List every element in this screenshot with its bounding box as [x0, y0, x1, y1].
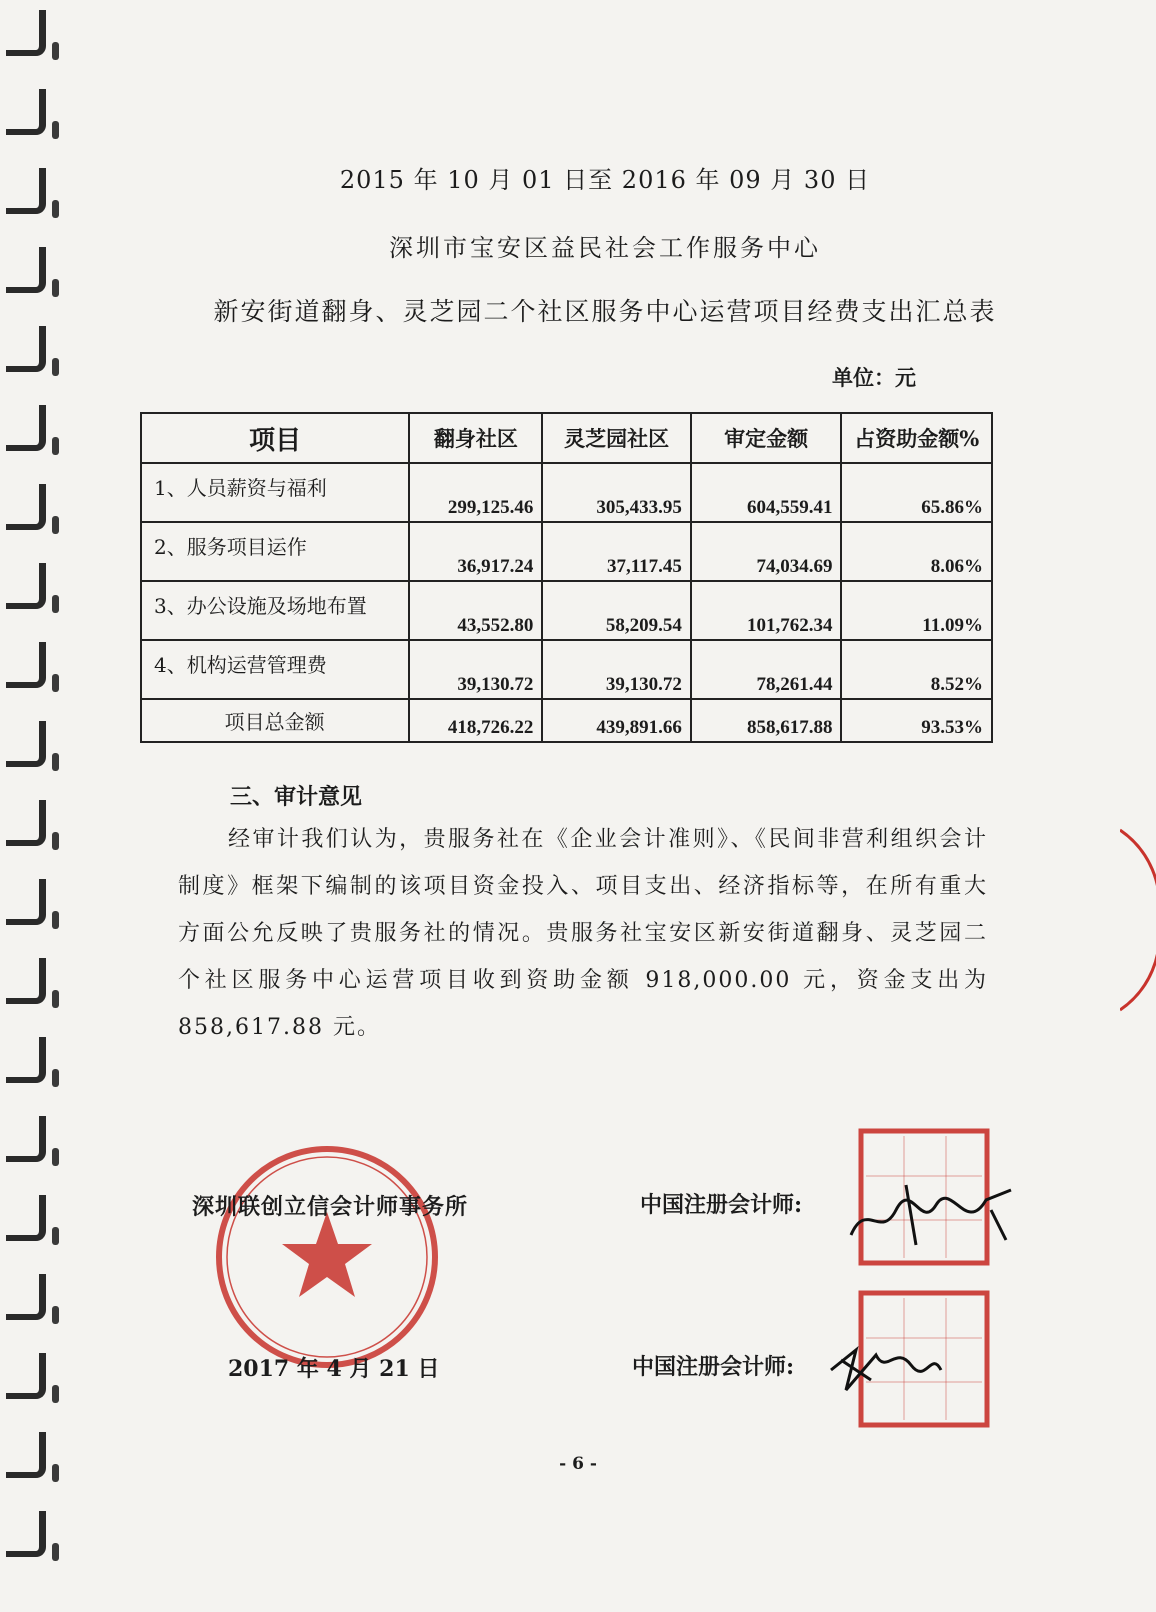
page-number: - 6 - — [559, 1454, 597, 1474]
audit-opinion-paragraph: 经审计我们认为，贵服务社在《企业会计准则》、《民间非营利组织会计制度》框架下编制的该项目资金投入、项目支出、经济指标等，在所有重大方面公允反映了贵服务社的情况。贵服务社宝安区新安街道翻身、灵芝园二个社区服务中心运营项目收到资助金额 918,000.00 元，资金支出为 858,617.88 元。 — [178, 827, 988, 1040]
row-percent: 8.52% — [841, 640, 992, 699]
binding-ring — [6, 642, 46, 688]
binding-ring — [6, 1274, 46, 1320]
binding-hole — [52, 200, 59, 218]
binding-hole — [52, 1227, 59, 1245]
header-lingzhiyuan: 灵芝园社区 — [542, 413, 690, 463]
table-row — [141, 581, 992, 640]
binding-hole — [52, 1069, 59, 1087]
row-item: 2、服务项目运作 — [141, 522, 409, 581]
binding-ring — [6, 958, 46, 1004]
row-approved: 74,034.69 — [691, 522, 842, 581]
binding-hole — [52, 753, 59, 771]
row-approved: 101,762.34 — [691, 581, 842, 640]
total-fanshen: 418,726.22 — [409, 699, 542, 742]
date-range: 2015 年 10 月 01 日至 2016 年 09 月 30 日 — [339, 166, 871, 194]
binding-ring — [6, 1116, 46, 1162]
binding-hole — [52, 1543, 59, 1561]
binding-hole — [52, 990, 59, 1008]
organization-name: 深圳市宝安区益民社会工作服务中心 — [389, 234, 821, 262]
binding-ring — [6, 1353, 46, 1399]
unit-label: 单位：元 — [832, 365, 916, 390]
cpa-signature-first — [846, 1180, 1016, 1250]
binding-ring — [6, 484, 46, 530]
total-percent: 93.53% — [841, 699, 992, 742]
total-lingzhiyuan: 439,891.66 — [542, 699, 690, 742]
row-percent: 65.86% — [841, 463, 992, 522]
binding-hole — [52, 358, 59, 376]
audit-firm-name: 深圳联创立信会计师事务所 — [192, 1194, 469, 1220]
table-total-row — [141, 699, 992, 742]
signing-date: 2017 年 4 月 21 日 — [228, 1356, 440, 1382]
row-lingzhiyuan: 305,433.95 — [542, 463, 690, 522]
binding-hole — [52, 279, 59, 297]
cpa-label-first: 中国注册会计师: — [640, 1192, 803, 1218]
binding-ring — [6, 1037, 46, 1083]
row-approved: 78,261.44 — [691, 640, 842, 699]
binding-hole — [52, 121, 59, 139]
binding-ring — [6, 326, 46, 372]
binding-ring — [6, 721, 46, 767]
row-approved: 604,559.41 — [691, 463, 842, 522]
binding-hole — [52, 516, 59, 534]
table-row — [141, 522, 992, 581]
report-title: 新安街道翻身、灵芝园二个社区服务中心运营项目经费支出汇总表 — [213, 297, 997, 326]
table-row — [141, 463, 992, 522]
binding-hole — [52, 1148, 59, 1166]
spiral-binding — [0, 0, 70, 1612]
binding-ring — [6, 168, 46, 214]
total-label: 项目总金额 — [141, 699, 409, 742]
row-fanshen: 39,130.72 — [409, 640, 542, 699]
cpa-signature-second — [826, 1330, 946, 1400]
row-item: 3、办公设施及场地布置 — [141, 581, 409, 640]
table-row — [141, 640, 992, 699]
row-fanshen: 36,917.24 — [409, 522, 542, 581]
binding-ring — [6, 879, 46, 925]
binding-ring — [6, 89, 46, 135]
binding-hole — [52, 911, 59, 929]
binding-hole — [52, 674, 59, 692]
row-fanshen: 299,125.46 — [409, 463, 542, 522]
row-percent: 11.09% — [841, 581, 992, 640]
binding-ring — [6, 563, 46, 609]
binding-hole — [52, 595, 59, 613]
binding-ring — [6, 1511, 46, 1557]
row-item: 4、机构运营管理费 — [141, 640, 409, 699]
row-lingzhiyuan: 37,117.45 — [542, 522, 690, 581]
binding-hole — [52, 1385, 59, 1403]
cpa-label-second: 中国注册会计师: — [632, 1354, 795, 1380]
row-percent: 8.06% — [841, 522, 992, 581]
total-approved: 858,617.88 — [691, 699, 842, 742]
binding-hole — [52, 437, 59, 455]
edge-seal-fragment — [1120, 820, 1156, 1020]
firm-seal-stamp — [212, 1142, 442, 1372]
expense-summary-table — [140, 412, 993, 743]
binding-ring — [6, 800, 46, 846]
header-percent: 占资助金额% — [841, 413, 992, 463]
binding-hole — [52, 42, 59, 60]
binding-ring — [6, 1195, 46, 1241]
row-lingzhiyuan: 39,130.72 — [542, 640, 690, 699]
table-header-row — [141, 413, 992, 463]
header-approved: 审定金额 — [691, 413, 842, 463]
binding-hole — [52, 832, 59, 850]
row-item: 1、人员薪资与福利 — [141, 463, 409, 522]
binding-ring — [6, 247, 46, 293]
row-fanshen: 43,552.80 — [409, 581, 542, 640]
binding-hole — [52, 1306, 59, 1324]
binding-ring — [6, 405, 46, 451]
audit-opinion-heading: 三、审计意见 — [230, 784, 363, 810]
binding-ring — [6, 10, 46, 56]
header-item: 项目 — [141, 413, 409, 463]
header-fanshen: 翻身社区 — [409, 413, 542, 463]
row-lingzhiyuan: 58,209.54 — [542, 581, 690, 640]
